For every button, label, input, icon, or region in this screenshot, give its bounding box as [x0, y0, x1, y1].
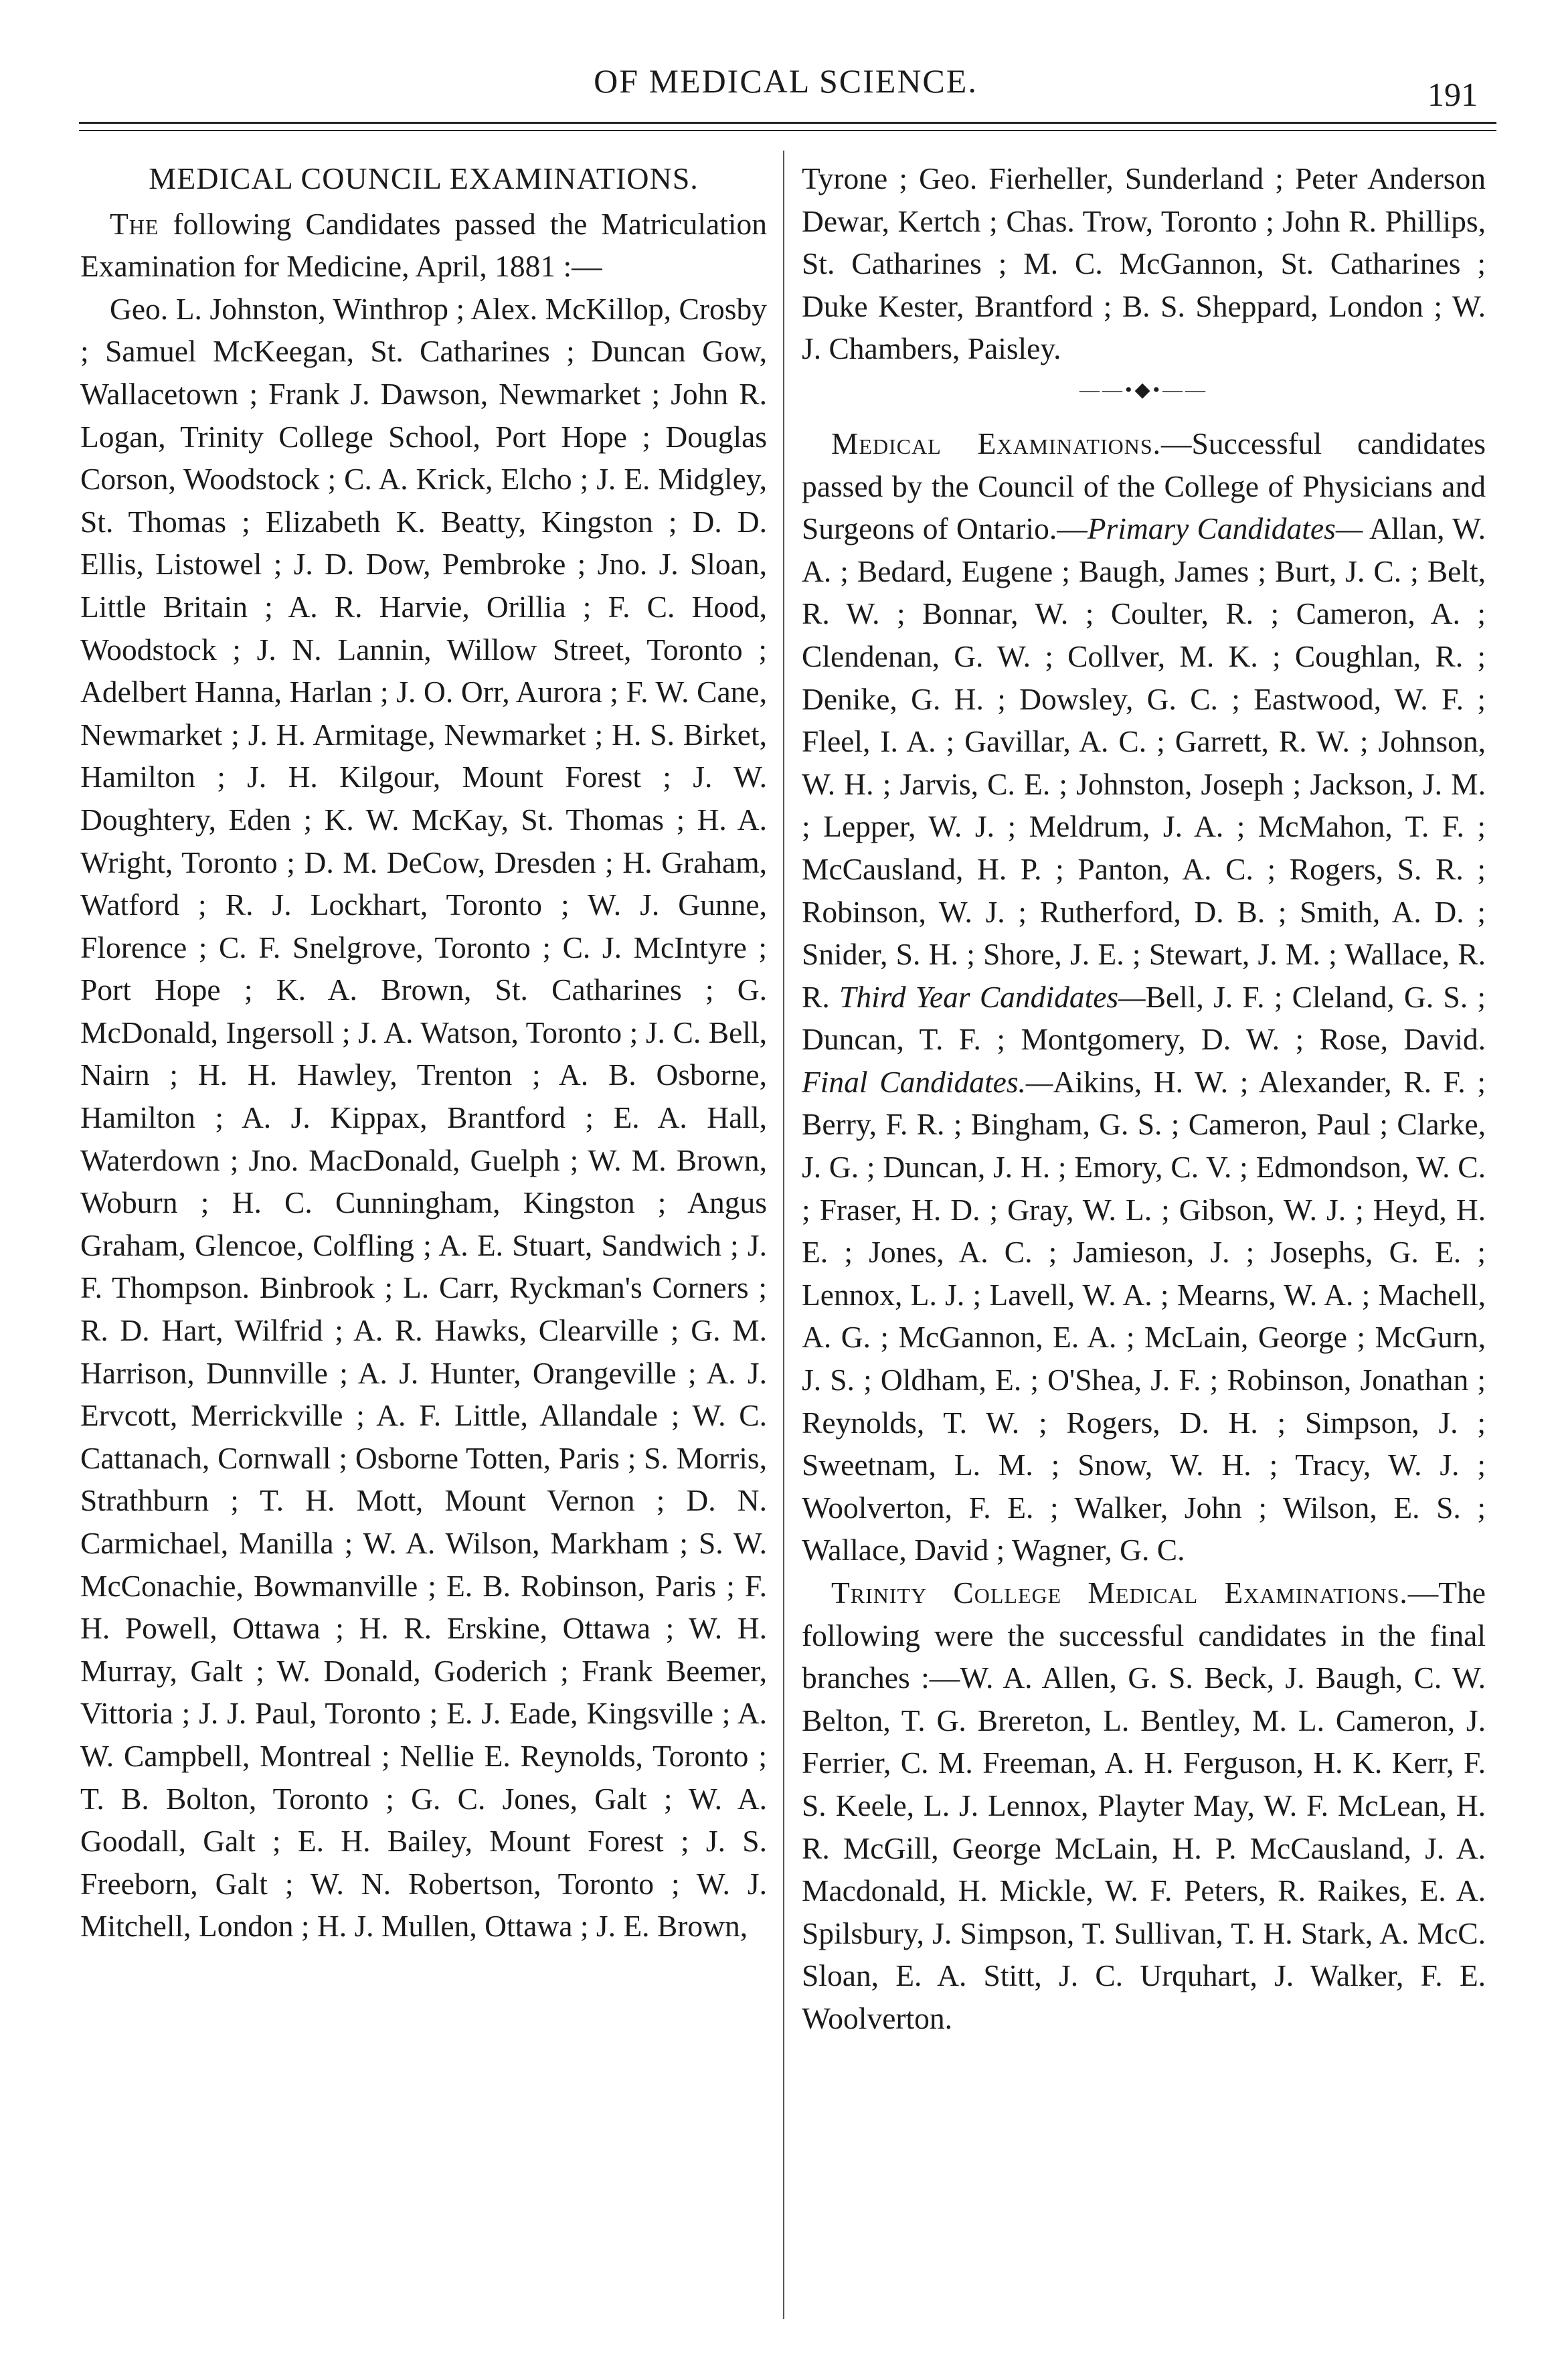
- header-rule-thin: [79, 130, 1496, 131]
- third-year-candidates-label: Third Year Candidates—: [839, 979, 1146, 1014]
- intro-lead-word: The: [110, 206, 159, 241]
- page-number: 191: [1427, 76, 1478, 113]
- final-candidates-names: Aikins, H. W. ; Alexander, R. F. ; Berry, F. R. ; Bingham, G. S. ; Cameron, Paul ; Clarke, J. G. ; Duncan, J. H. ; Emory, C. V. ; Edmondson, W. C. ; Fraser, H. D. ; Gray, W. L. ; Gibson, W. J. ; Heyd, H. E. ; Jones, A. C. ; Jamieson, J. ; Josephs, G. E. ; Lennox, L. J. ; Lavell, W. A. ; Mearns, W. A. ; Machell, A. G. ; McGannon, E. A. ; McLain, George ; McGurn, J. S. ; Oldham, E. ; O'Shea, J. F. ; Robinson, Jonathan ; Reynolds, T. W. ; Rogers, D. H. ; Simpson, J. ; Sweetnam, L. M. ; Snow, W. H. ; Tracy, W. J. ; Woolverton, F. E. ; Walker, John ; Wilson, E. S. ; Wallace, David ; Wagner, G. C.: [802, 1064, 1486, 1567]
- matriculation-names: Geo. L. Johnston, Winthrop ; Alex. McKillop, Crosby ; Samuel McKeegan, St. Catharines ; Duncan Gow, Wallacetown ; Frank J. Dawson, Newmarket ; John R. Logan, Trinity College School, Port Hope ; Douglas Corson, Woodstock ; C. A. Krick, Elcho ; J. E. Midgley, St. Thomas ; Elizabeth K. Beatty, Kingston ; D. D. Ellis, Listowel ; J. D. Dow, Pembroke ; Jno. J. Sloan, Little Britain ; A. R. Harvie, Orillia ; F. C. Hood, Woodstock ; J. N. Lannin, Willow Street, Toronto ; Adelbert Hanna, Harlan ; J. O. Orr, Aurora ; F. W. Cane, Newmarket ; J. H. Armitage, Newmarket ; H. S. Birket, Hamilton ; J. H. Kilgour, Mount Forest ; J. W. Doughtery, Eden ; K. W. McKay, St. Thomas ; H. A. Wright, Toronto ; D. M. DeCow, Dresden ; H. Graham, Watford ; R. J. Lockhart, Toronto ; W. J. Gunne, Florence ; C. F. Snelgrove, Toronto ; C. J. McIntyre ; Port Hope ; K. A. Brown, St. Catharines ; G. McDonald, Ingersoll ; J. A. Watson, Toronto ; J. C. Bell, Nairn ; H. H. Hawley, Trenton ; A. B. Osborne, Hamilton ; A. J. Kippax, Brantford ; E. A. Hall, Waterdown ; Jno. MacDonald, Guelph ; W. M. Brown, Woburn ; H. C. Cunningham, Kingston ; Angus Graham, Glencoe, Colfling ; A. E. Stuart, Sandwich ; J. F. Thompson. Binbrook ; L. Carr, Ryckman's Corners ; R. D. Hart, Wilfrid ; A. R. Hawks, Clearville ; G. M. Harrison, Dunnville ; A. J. Hunter, Orangeville ; A. J. Ervcott, Merrickville ; A. F. Little, Allandale ; W. C. Cattanach, Cornwall ; Osborne Totten, Paris ; S. Morris, Strathburn ; T. H. Mott, Mount Vernon ; D. N. Carmichael, Manilla ; W. A. Wilson, Markham ; S. W. McConachie, Bowmanville ; E. B. Robinson, Paris ; F. H. Powell, Ottawa ; H. R. Erskine, Ottawa ; W. H. Murray, Galt ; W. Donald, Goderich ; Frank Beemer, Vittoria ; J. J. Paul, Toronto ; E. J. Eade, Kingsville ; A. W. Campbell, Montreal ; Nellie E. Reynolds, Toronto ; T. B. Bolton, Toronto ; G. C. Jones, Galt ; W. A. Goodall, Galt ; E. H. Bailey, Mount Forest ; J. S. Freeborn, Galt ; W. N. Robertson, Toronto ; W. J. Mitchell, London ; H. J. Mullen, Ottawa ; J. E. Brown,: [80, 291, 767, 1944]
- running-title: OF MEDICAL SCIENCE.: [594, 62, 978, 100]
- medical-examinations-paragraph: [802, 422, 1486, 1571]
- trinity-college-title: Trinity College Medical Examinations.: [831, 1576, 1408, 1610]
- matriculation-intro: [80, 203, 767, 288]
- right-column: [802, 157, 1486, 2040]
- section-ornament: ——•◆•——: [1079, 378, 1209, 401]
- header-rule-thick: [79, 122, 1496, 124]
- primary-candidates-names: Allan, W. A. ; Bedard, Eugene ; Baugh, James ; Burt, J. C. ; Belt, R. W. ; Bonnar, W. ; Coulter, R. ; Cameron, A. ; Clendenan, G. W. ; Collver, M. K. ; Coughlan, R. ; Denike, G. H. ; Dowsley, G. C. ; Eastwood, W. F. ; Fleel, I. A. ; Gavillar, A. C. ; Garrett, R. W. ; Johnson, W. H. ; Jarvis, C. E. ; Johnston, Joseph ; Jackson, J. M. ; Lepper, W. J. ; Meldrum, J. A. ; McMahon, T. F. ; McCausland, H. P. ; Panton, A. C. ; Rogers, S. R. ; Robinson, W. J. ; Rutherford, D. B. ; Smith, A. D. ; Snider, S. H. ; Shore, J. E. ; Stewart, J. M. ; Wallace, R. R.: [802, 511, 1486, 1014]
- trinity-college-paragraph: [802, 1571, 1486, 2040]
- primary-candidates-label: Primary Candidates—: [1087, 511, 1363, 546]
- trinity-college-text: —The following were the successful candidates in the final branches :—W. A. Allen, G. S. Beck, J. Baugh, C. W. Belton, T. G. Brereton, L. Bentley, M. L. Cameron, J. Ferrier, C. M. Freeman, A. H. Ferguson, H. K. Kerr, F. S. Keele, L. J. Lennox, Playter May, W. F. McLean, H. R. McGill, George McLain, H. P. McCausland, J. A. Macdonald, H. Mickle, W. F. Peters, R. Raikes, E. A. Spilsbury, J. Simpson, T. Sullivan, T. H. Stark, A. McC. Sloan, E. A. Stitt, J. C. Urquhart, J. Walker, F. E. Woolverton.: [802, 1576, 1486, 2035]
- intro-text: following Candidates passed the Matriculation Examination for Medicine, April, 1881 :—: [80, 206, 767, 284]
- medical-council-heading: MEDICAL COUNCIL EXAMINATIONS.: [149, 161, 699, 195]
- final-candidates-label: Final Candidates.—: [802, 1064, 1053, 1099]
- column-divider: [783, 151, 784, 2319]
- medical-examinations-intro: —Successful candidates passed by the Council of the College of Physicians and Surgeons of Ontario.—: [802, 426, 1486, 546]
- left-column: [80, 157, 767, 1948]
- medical-examinations-title: Medical Examinations.: [831, 426, 1162, 460]
- running-head: [80, 62, 1491, 115]
- names-continuation: Tyrone ; Geo. Fierheller, Sunderland ; Peter Anderson Dewar, Kertch ; Chas. Trow, Toronto ; John R. Phillips, St. Catharines ; M. C. McGannon, St. Catharines ; Duke Kester, Brantford ; B. S. Sheppard, London ; W. J. Chambers, Paisley.: [802, 161, 1486, 366]
- third-year-candidates-names: Bell, J. F. ; Cleland, G. S. ; Duncan, T. F. ; Montgomery, D. W. ; Rose, David.: [802, 979, 1486, 1057]
